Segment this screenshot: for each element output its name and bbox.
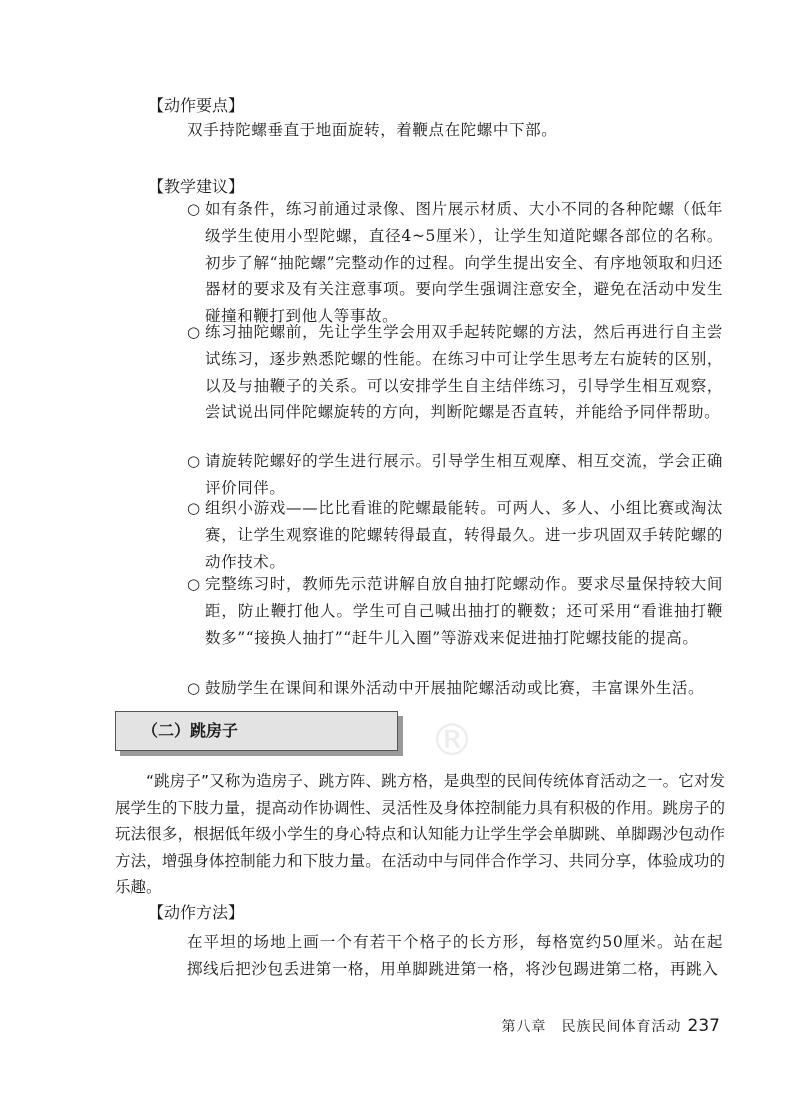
suggestion-item	[187, 196, 723, 330]
suggestion-text: 请旋转陀螺好的学生进行展示。引导学生相互观摩、相互交流，学会正确评价同伴。	[205, 452, 723, 497]
suggestion-item	[187, 319, 723, 426]
chapter-title: 第八章 民族民间体育活动	[501, 1019, 682, 1035]
suggestion-item	[187, 571, 723, 651]
bullet-circle-icon: ○	[187, 200, 201, 218]
suggestion-text: 如有条件，练习前通过录像、图片展示材质、大小不同的各种陀螺（低年级学生使用小型陀螺，直径4~5厘米），让学生知道陀螺各部位的名称。初步了解“抽陀螺”完整动作的过程。向学生提出安全、有序地领取和归还器材的要求及有关注意事项。要向学生强调注意安全，避免在活动中发生碰撞和鞭打到他人等事故。	[205, 200, 723, 326]
section-intro: “跳房子”又称为造房子、跳方阵、跳方格，是典型的民间传统体育活动之一。它对发展学生的下肢力量，提高动作协调性、灵活性及身体控制能力具有积极的作用。跳房子的玩法很多，根据低年级小学生的身心特点和认知能力让学生学会单脚跳、单脚踢沙包动作方法，增强身体控制能力和下肢力量。在活动中与同伴合作学习、共同分享，体验成功的乐趣。	[115, 772, 725, 896]
bullet-circle-icon: ○	[187, 679, 201, 697]
suggestion-item	[187, 495, 723, 575]
suggestion-text: 组织小游戏——比比看谁的陀螺最能转。可两人、多人、小组比赛或淘汰赛，让学生观察谁的陀螺转得最直，转得最久。进一步巩固双手转陀螺的动作技术。	[205, 499, 723, 571]
key-points-heading: 【动作要点】	[148, 96, 245, 115]
method-heading: 【动作方法】	[148, 903, 245, 922]
bullet-circle-icon: ○	[187, 452, 201, 470]
suggestion-text: 鼓励学生在课间和课外活动中开展抽陀螺活动或比赛，丰富课外生活。	[205, 679, 705, 697]
method-text: 在平坦的场地上画一个有若干个格子的长方形，每格宽约50厘米。站在起掷线后把沙包丢进第一格，用单脚跳进第一格，将沙包踢进第二格，再跳入	[187, 933, 723, 978]
bullet-circle-icon: ○	[187, 575, 201, 593]
watermark: ®	[430, 715, 474, 766]
suggestion-text: 练习抽陀螺前，先让学生学会用双手起转陀螺的方法，然后再进行自主尝试练习，逐步熟悉陀螺的性能。在练习中可让学生思考左右旋转的区别，以及与抽鞭子的关系。可以安排学生自主结伴练习，引导学生相互观察，尝试说出同伴陀螺旋转的方向，判断陀螺是否直转，并能给予同伴帮助。	[205, 323, 723, 422]
key-points-text: 双手持陀螺垂直于地面旋转，着鞭点在陀螺中下部。	[187, 121, 558, 139]
page-footer	[502, 1015, 720, 1038]
page-number: 237	[687, 1016, 720, 1036]
suggestion-item	[187, 448, 723, 502]
section-title-box	[115, 711, 398, 751]
bullet-circle-icon: ○	[187, 499, 201, 517]
teaching-suggestions-heading: 【教学建议】	[148, 177, 245, 196]
suggestion-item	[187, 675, 723, 702]
bullet-circle-icon: ○	[187, 323, 201, 341]
suggestion-text: 完整练习时，教师先示范讲解自放自抽打陀螺动作。要求尽量保持较大间距，防止鞭打他人。学生可自己喊出抽打的鞭数；还可采用“看谁抽打鞭数多”“接换人抽打”“赶牛儿入圈”等游戏来促进抽打陀螺技能的提高。	[205, 575, 723, 647]
section-title: （二）跳房子	[142, 721, 239, 740]
